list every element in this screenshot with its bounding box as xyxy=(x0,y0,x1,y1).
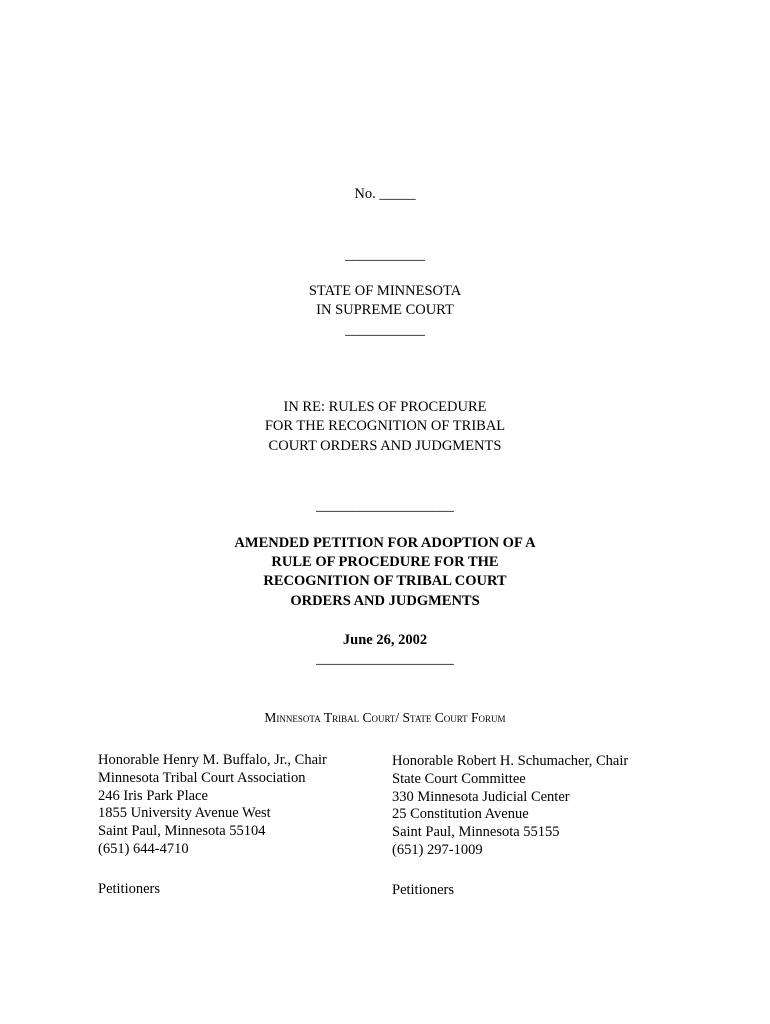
petition-title-line: RULE OF PROCEDURE FOR THE xyxy=(271,554,499,570)
case-number: No. _____ xyxy=(354,186,416,202)
right-petitioner-block xyxy=(392,753,628,860)
forum-name: Minnesota Tribal Court/ State Court Forum xyxy=(264,710,506,725)
petition-title-line: AMENDED PETITION FOR ADOPTION OF A xyxy=(234,535,536,551)
address-line: 330 Minnesota Judicial Center xyxy=(392,788,570,805)
address-line: Saint Paul, Minnesota 55104 xyxy=(98,823,266,840)
address-line: 25 Constitution Avenue xyxy=(392,806,529,823)
address-line: Saint Paul, Minnesota 55155 xyxy=(392,824,560,841)
left-petitioners-label: Petitioners xyxy=(98,881,161,897)
petition-title-line: RECOGNITION OF TRIBAL COURT xyxy=(263,573,507,589)
in-re-line: COURT ORDERS AND JUDGMENTS xyxy=(268,438,502,454)
address-line: State Court Committee xyxy=(392,770,526,787)
divider-rule: ___________ xyxy=(345,247,425,263)
address-line: 1855 University Avenue West xyxy=(98,805,271,822)
court-state: STATE OF MINNESOTA xyxy=(308,283,462,299)
divider-rule: ___________________ xyxy=(316,651,454,667)
right-petitioners-label: Petitioners xyxy=(392,882,455,898)
address-line: 246 Iris Park Place xyxy=(98,787,208,804)
petition-title-line: ORDERS AND JUDGMENTS xyxy=(290,593,480,609)
address-line: Honorable Robert H. Schumacher, Chair xyxy=(392,753,629,769)
address-line: Honorable Henry M. Buffalo, Jr., Chair xyxy=(98,752,327,768)
address-line: Minnesota Tribal Court Association xyxy=(98,769,306,786)
in-re-line: FOR THE RECOGNITION OF TRIBAL xyxy=(264,418,506,434)
in-re-line: IN RE: RULES OF PROCEDURE xyxy=(283,399,487,415)
phone-line: (651) 644-4710 xyxy=(98,840,189,857)
divider-rule: ___________________ xyxy=(316,498,454,514)
petition-date: June 26, 2002 xyxy=(342,632,428,648)
phone-line: (651) 297-1009 xyxy=(392,841,483,858)
divider-rule: ___________ xyxy=(345,322,425,338)
court-name: IN SUPREME COURT xyxy=(316,302,454,318)
left-petitioner-block xyxy=(98,752,327,859)
